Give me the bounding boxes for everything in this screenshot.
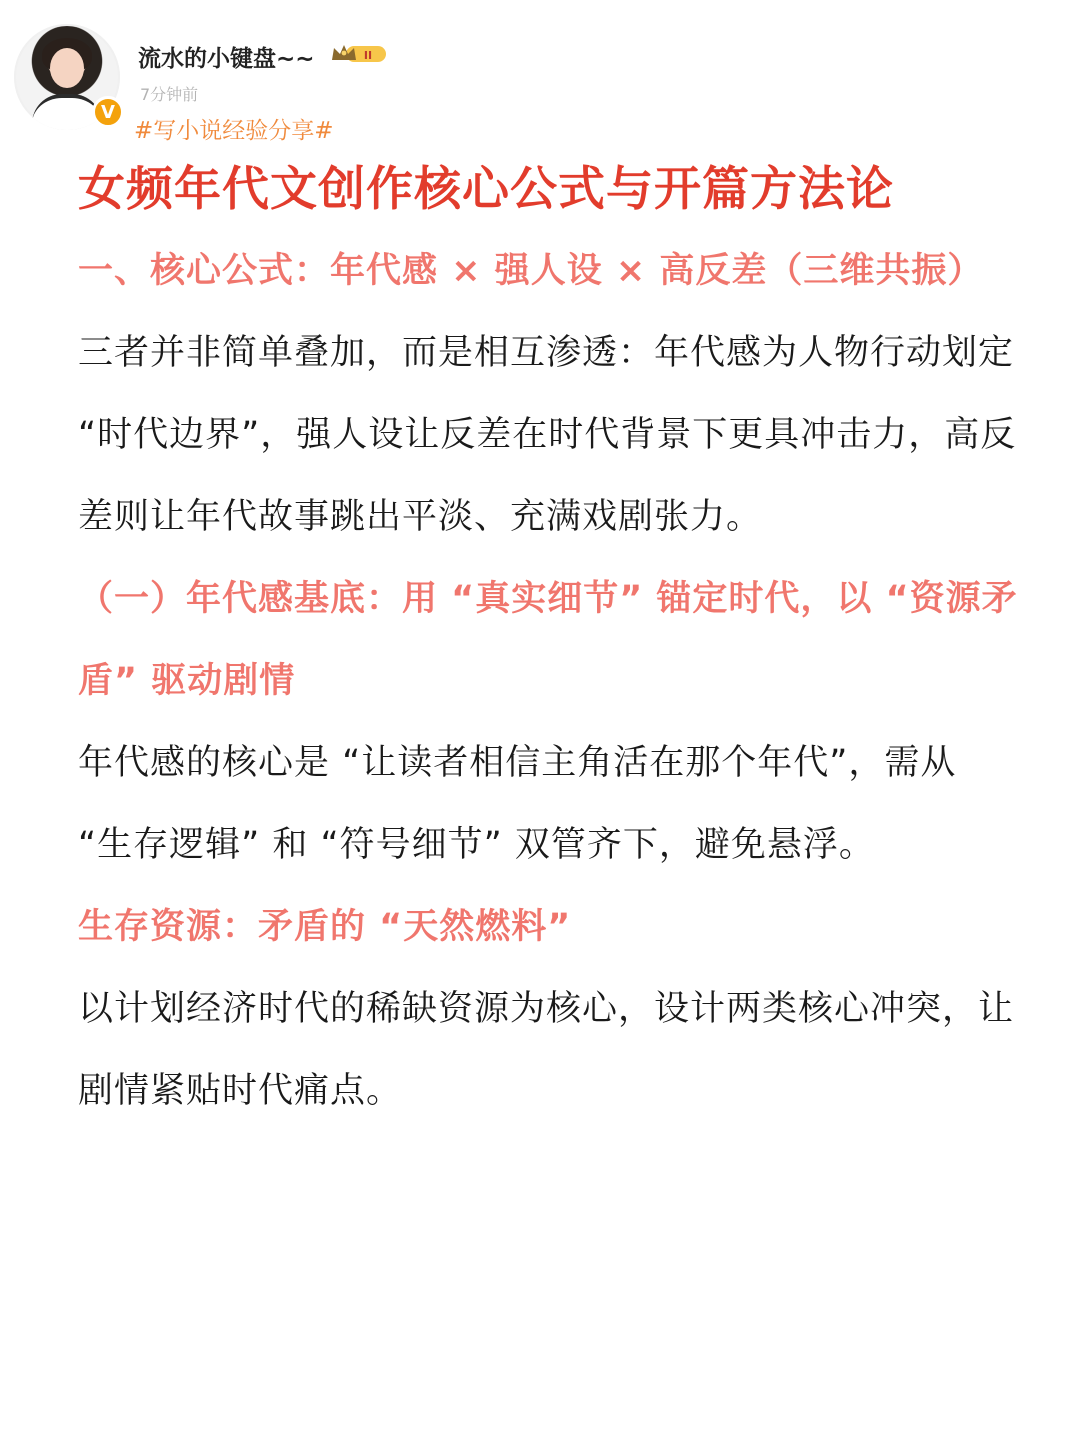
article-title: 女频年代文创作核心公式与开篇方法论 bbox=[78, 162, 894, 217]
svg-text:II: II bbox=[363, 49, 373, 62]
sub1-body: 年代感的核心是 “让读者相信主角活在那个年代”，需从 “生存逻辑” 和 “符号细节” 双管齐下，避免悬浮。 bbox=[78, 743, 957, 865]
sub2-body: 以计划经济时代的稀缺资源为核心，设计两类核心冲突，让剧情紧贴时代痛点。 bbox=[78, 989, 1015, 1111]
username[interactable]: 流水的小键盘~~ bbox=[138, 46, 315, 72]
section1-heading: 一、核心公式：年代感 × 强人设 × 高反差（三维共振） bbox=[78, 251, 984, 291]
sub1-heading: （一）年代感基底：用 “真实细节” 锚定时代，以 “资源矛盾” 驱动剧情 bbox=[78, 579, 1018, 701]
post-header bbox=[0, 0, 1080, 150]
sub2-heading: 生存资源：矛盾的 “天然燃料” bbox=[78, 907, 572, 947]
topic-tag[interactable]: #写小说经验分享# bbox=[134, 118, 334, 144]
crown-level-badge-icon[interactable] bbox=[330, 42, 388, 66]
post-time: 7分钟前 bbox=[140, 85, 199, 104]
section1-body: 三者并非简单叠加，而是相互渗透：年代感为人物行动划定 “时代边界”，强人设让反差在时代背景下更具冲击力，高反差则让年代故事跳出平淡、充满戏剧张力。 bbox=[78, 333, 1017, 537]
avatar-face bbox=[50, 48, 84, 88]
article-body bbox=[78, 150, 1018, 1132]
verified-v-icon: V bbox=[92, 96, 124, 128]
